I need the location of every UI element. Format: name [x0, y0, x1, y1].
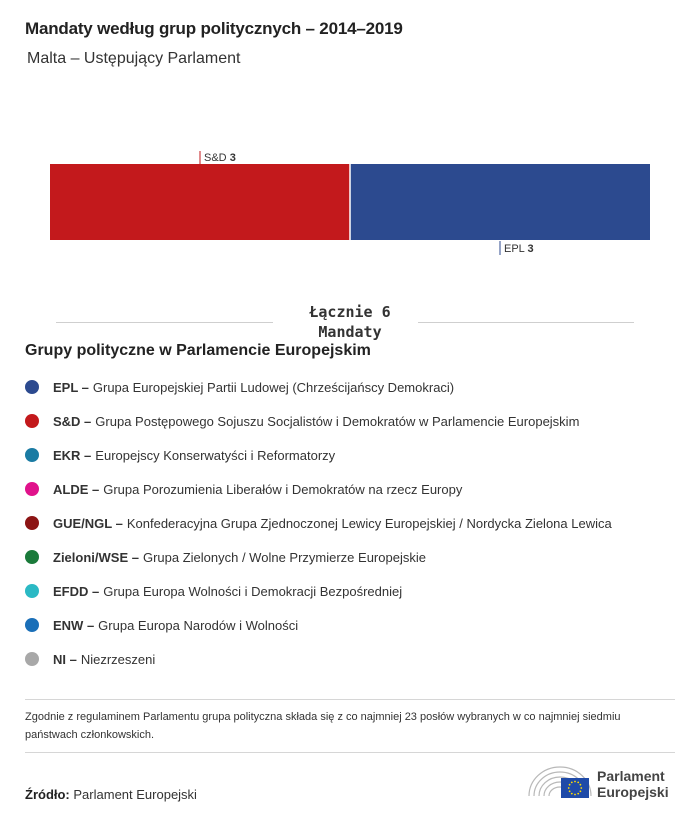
logo-line-1: Parlament: [597, 768, 665, 784]
chart-title: Mandaty według grup politycznych – 2014–2019: [25, 19, 403, 38]
legend-dot: [25, 516, 39, 530]
legend-item-ekr: [25, 438, 612, 472]
legend-item-epl: [25, 370, 612, 404]
footnote: Zgodnie z regulaminem Parlamentu grupa polityczna składa się z co najmniej 23 posłów wybranych w co najmniej siedmiu państwach członkowskich.: [25, 711, 621, 741]
data-label-epl: EPL 3: [504, 243, 534, 255]
legend-name: Niezrzeszeni: [80, 651, 156, 667]
note-divider-bottom: [25, 752, 675, 753]
total-unit: Mandaty: [318, 323, 382, 341]
legend-name: Grupa Postępowego Sojuszu Socjalistów i Demokratów w Parlamencie Europejskim: [95, 413, 580, 429]
legend-dot: [25, 380, 39, 394]
source-line: [25, 787, 197, 802]
legend-item-gue-ngl: [25, 506, 612, 540]
groups-heading: Grupy polityczne w Parlamencie Europejskim: [25, 342, 371, 359]
source-label: Źródło:: [25, 787, 70, 802]
legend-dot: [25, 584, 39, 598]
total-seats: [0, 302, 700, 342]
legend-item-alde: [25, 472, 612, 506]
data-label-s-d: S&D 3: [204, 152, 236, 164]
legend-name: Europejscy Konserwatyści i Reformatorzy: [95, 447, 336, 463]
logo-wordmark: [597, 768, 669, 800]
legend-abbr: Zieloni/WSE –: [53, 549, 139, 565]
bar-segment-s-d: [50, 164, 350, 240]
legend-dot: [25, 448, 39, 462]
bar-segment-epl: [350, 164, 650, 240]
legend-dot: [25, 652, 39, 666]
legend-name: Grupa Europa Narodów i Wolności: [98, 617, 299, 633]
european-parliament-logo: [527, 760, 677, 802]
legend-name: Grupa Porozumienia Liberałów i Demokratów na rzecz Europy: [103, 481, 463, 497]
legend-abbr: EFDD –: [53, 583, 100, 599]
legend-item-enw: [25, 608, 612, 642]
legend-item-ni: [25, 642, 612, 676]
legend-abbr: S&D –: [53, 413, 92, 429]
legend-abbr: EPL –: [53, 379, 89, 395]
chart-subtitle: Malta – Ustępujący Parlament: [27, 50, 241, 67]
legend-name: Grupa Europa Wolności i Demokracji Bezpośredniej: [103, 583, 403, 599]
legend-abbr: ALDE –: [53, 481, 100, 497]
note-divider-top: [25, 699, 675, 700]
legend-abbr: ENW –: [53, 617, 95, 633]
legend-abbr: GUE/NGL –: [53, 515, 123, 531]
legend-name: Grupa Europejskiej Partii Ludowej (Chrześcijańscy Demokraci): [92, 379, 455, 395]
legend-dot: [25, 414, 39, 428]
legend-dot: [25, 482, 39, 496]
legend-abbr: EKR –: [53, 447, 92, 463]
hemicycle-flag-icon: [527, 760, 593, 802]
total-label: Łącznie 6: [309, 303, 391, 321]
legend-dot: [25, 618, 39, 632]
source-value: Parlament Europejski: [73, 787, 197, 802]
legend-item-efdd: [25, 574, 612, 608]
legend-abbr: NI –: [53, 651, 77, 667]
stacked-bar-chart: [0, 140, 700, 265]
legend-item-sd: [25, 404, 612, 438]
legend-name: Grupa Zielonych / Wolne Przymierze Europejskie: [142, 549, 426, 565]
logo-line-2: Europejski: [597, 784, 669, 800]
legend-name: Konfederacyjna Grupa Zjednoczonej Lewicy Europejskiej / Nordycka Zielona Lewica: [126, 515, 612, 531]
legend-item-zieloni-wse: [25, 540, 612, 574]
legend-dot: [25, 550, 39, 564]
political-groups-legend: [25, 370, 612, 676]
